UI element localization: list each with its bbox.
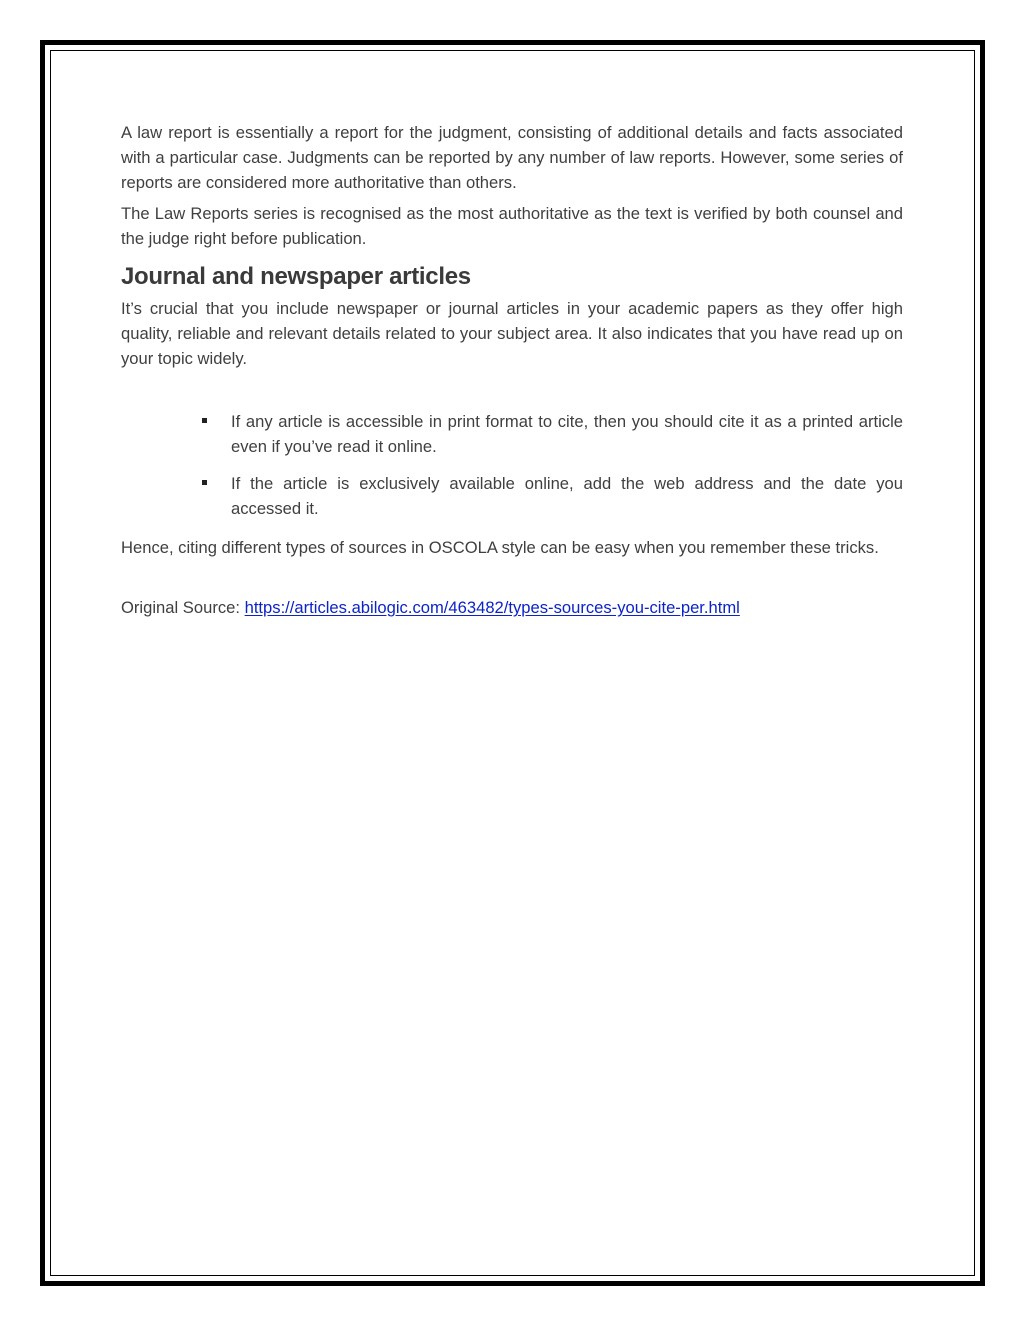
bullet-text: If the article is exclusively available online, add the web address and the date you accessed it. bbox=[231, 474, 903, 518]
bullet-item bbox=[231, 409, 903, 459]
bullet-list bbox=[121, 409, 903, 521]
paragraph-law-reports-series: The Law Reports series is recognised as the most authoritative as the text is verified by both counsel and the judge right before publication. bbox=[121, 204, 903, 248]
square-bullet-icon bbox=[202, 418, 207, 423]
source-label: Original Source: bbox=[121, 598, 245, 617]
section-heading: Journal and newspaper articles bbox=[121, 263, 471, 290]
paragraph-intro: It’s crucial that you include newspaper or journal articles in your academic papers as they offer high quality, reliable and relevant details related to your subject area. It also indicates that you have read up on your topic widely. bbox=[121, 299, 903, 368]
bullet-text: If any article is accessible in print format to cite, then you should cite it as a printed article even if you’ve read it online. bbox=[231, 412, 903, 456]
bullet-item bbox=[231, 471, 903, 521]
paragraph-law-report: A law report is essentially a report for the judgment, consisting of additional details and facts associated with a particular case. Judgments can be reported by any number of law reports. However, some series of reports are considered more authoritative than others. bbox=[121, 123, 903, 192]
source-link[interactable]: https://articles.abilogic.com/463482/types-sources-you-cite-per.html bbox=[244, 598, 740, 617]
source-line bbox=[121, 595, 903, 620]
square-bullet-icon bbox=[202, 480, 207, 485]
document-body bbox=[121, 120, 903, 626]
paragraph-conclusion: Hence, citing different types of sources in OSCOLA style can be easy when you remember these tricks. bbox=[121, 538, 879, 557]
